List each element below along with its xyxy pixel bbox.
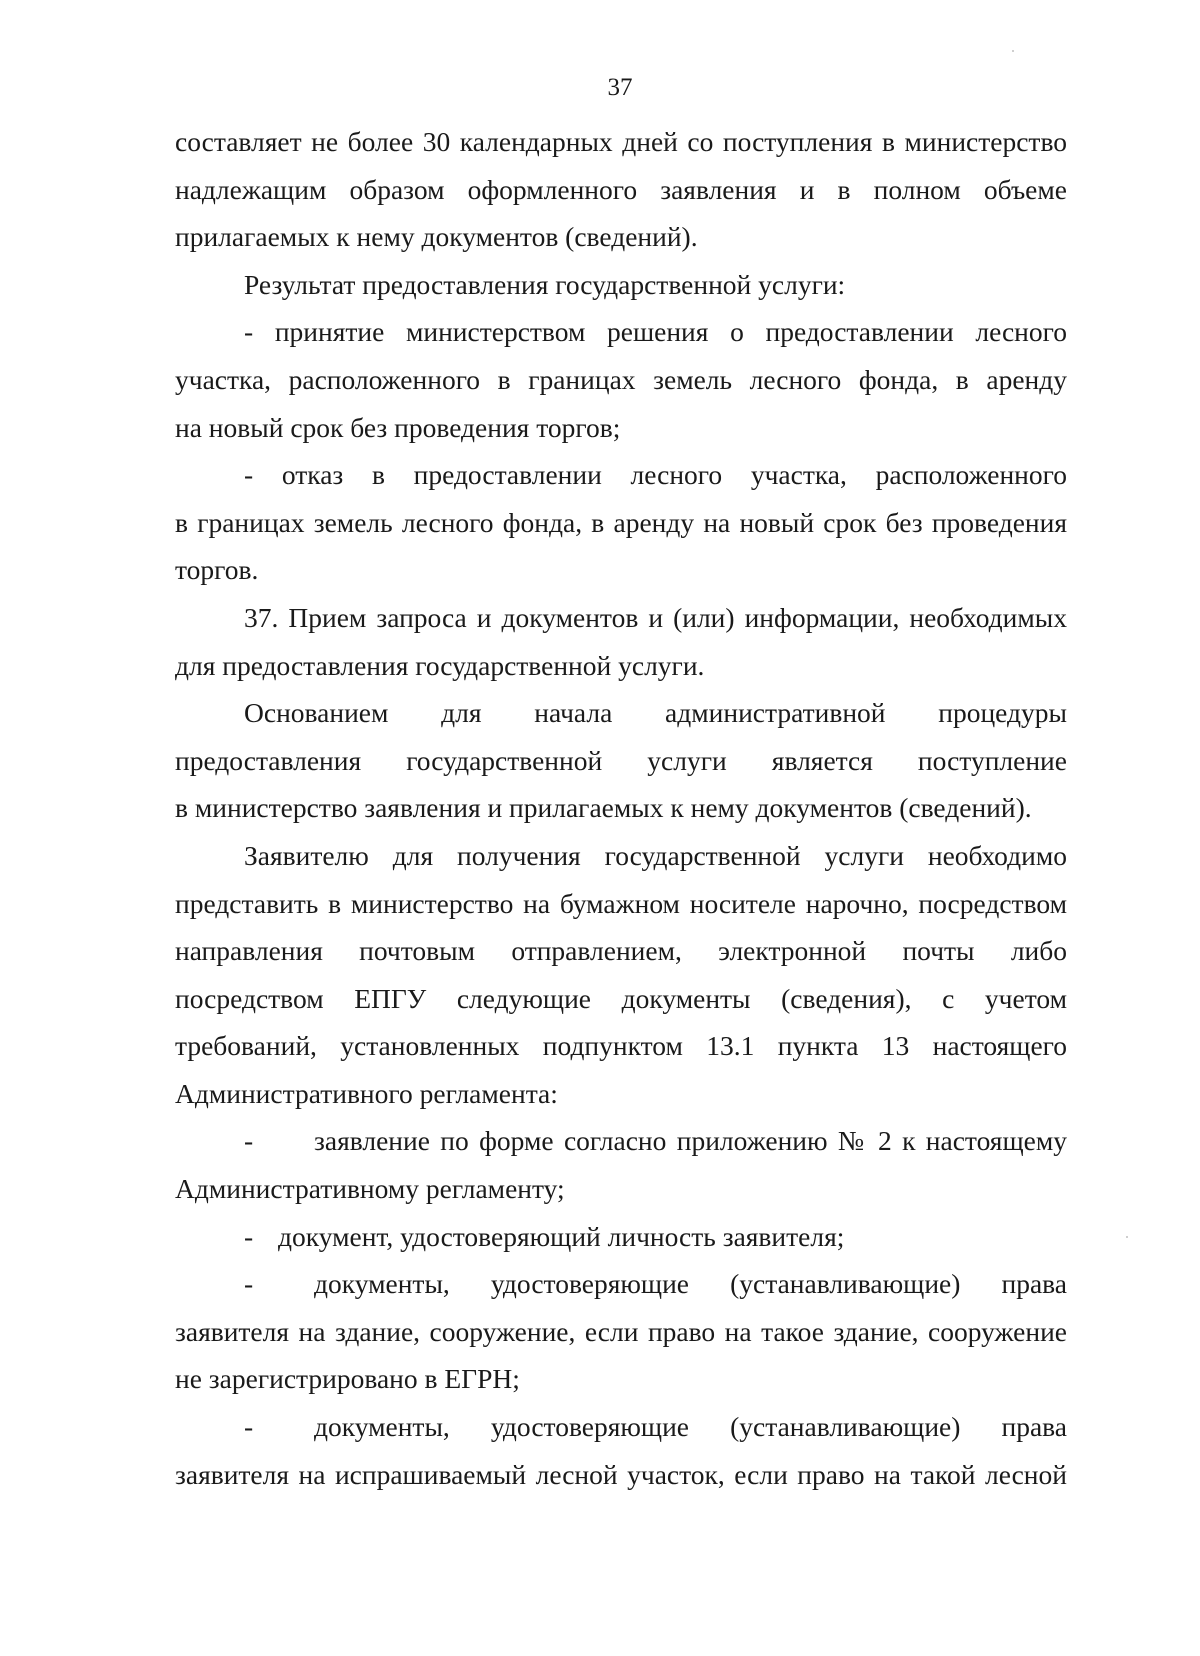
text-line: на новый срок без проведения торгов; [175, 411, 621, 443]
section-heading: 37. Прием запроса и документов и (или) информации, необходимых [244, 601, 1067, 633]
text-line: Основанием для начала административной процедуры [244, 697, 1067, 729]
list-item [175, 1117, 1067, 1165]
text-line: Заявителю для получения государственной услуги необходимо [244, 839, 1067, 871]
list-item [175, 1213, 1067, 1261]
list-dash: - [244, 1220, 254, 1252]
text-line: направления почтовым отправлением, электронной почты либо [175, 935, 1067, 967]
text-line: Административного регламента: [175, 1077, 558, 1109]
text-line: заявителя на здание, сооружение, если право на такое здание, сооружение [175, 1315, 1067, 1347]
paragraph-heading: Результат предоставления государственной услуги: [244, 268, 846, 300]
list-dash: - [244, 1411, 254, 1443]
scan-speck [1012, 50, 1014, 52]
text-line: предоставления государственной услуги является поступление [175, 744, 1067, 776]
text-line: участка, расположенного в границах земель лесного фонда, в аренду [175, 363, 1067, 395]
text-line: заявителя на испрашиваемый лесной участок, если право на такой лесной [175, 1458, 1067, 1490]
text-line: в министерство заявления и прилагаемых к нему документов (сведений). [175, 792, 1032, 824]
list-dash: - [244, 1125, 254, 1157]
text-line: заявление по форме согласно приложению № 2 к настоящему [314, 1125, 1067, 1157]
text-line: надлежащим образом оформленного заявления и в полном объеме [175, 173, 1067, 205]
list-item [175, 1260, 1067, 1308]
text-line: прилагаемых к нему документов (сведений). [175, 221, 698, 253]
text-line: документы, удостоверяющие (устанавливающие) права [314, 1411, 1067, 1443]
list-item-line: - принятие министерством решения о предоставлении лесного [244, 316, 1067, 348]
text-line: документы, удостоверяющие (устанавливающие) права [314, 1268, 1067, 1300]
body-text [175, 118, 1067, 1498]
page-number: 37 [607, 74, 633, 101]
text-line: для предоставления государственной услуги. [175, 649, 705, 681]
text-line: посредством ЕПГУ следующие документы (сведения), с учетом [175, 982, 1067, 1014]
scan-speck [1126, 1236, 1128, 1238]
list-item [175, 1403, 1067, 1451]
text-line: не зарегистрировано в ЕГРН; [175, 1363, 520, 1395]
text-line: в границах земель лесного фонда, в аренду на новый срок без проведения [175, 506, 1067, 538]
text-line: требований, установленных подпунктом 13.1 пункта 13 настоящего [175, 1030, 1067, 1062]
text-line: составляет не более 30 календарных дней со поступления в министерство [175, 126, 1067, 157]
list-dash: - [244, 1268, 254, 1300]
text-line: торгов. [175, 554, 259, 586]
text-line: документ, удостоверяющий личность заявителя; [278, 1220, 845, 1252]
text-line: представить в министерство на бумажном носителе нарочно, посредством [175, 887, 1067, 919]
list-item-line: - отказ в предоставлении лесного участка, расположенного [244, 459, 1067, 491]
text-line: Административному регламенту; [175, 1173, 565, 1205]
